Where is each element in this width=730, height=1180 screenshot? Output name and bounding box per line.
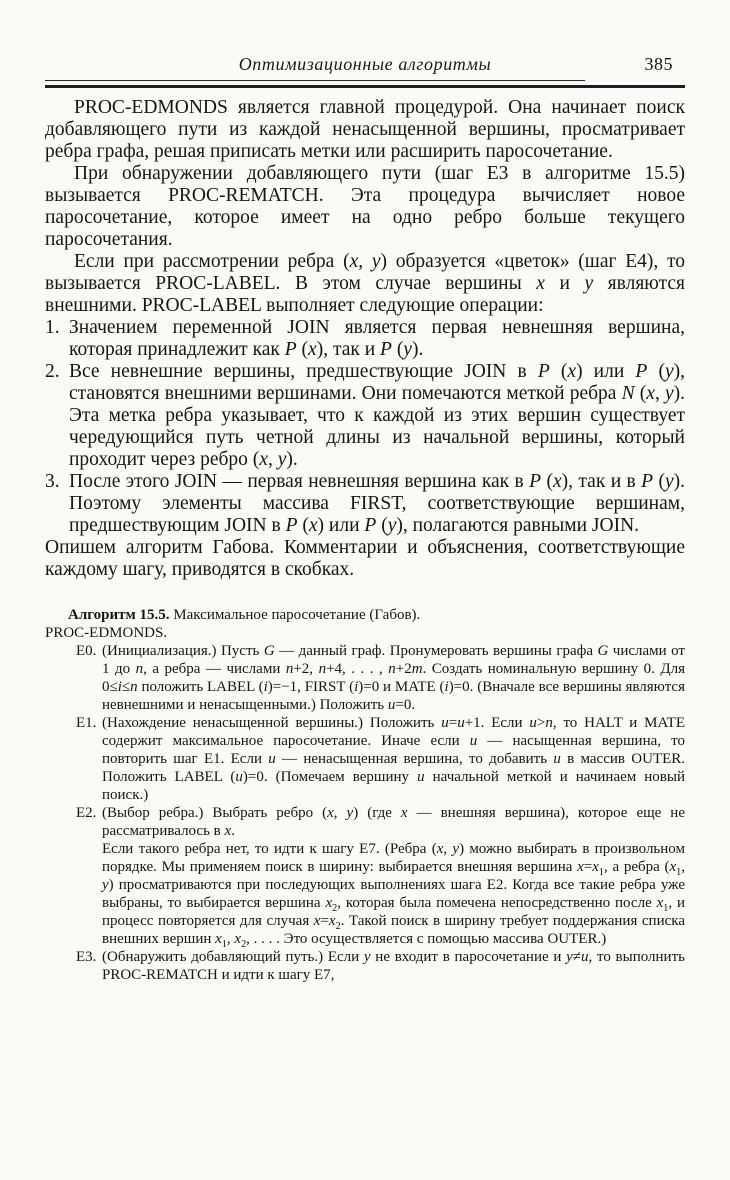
- text-paragraph: (Инициализация.) Пусть G — данный граф. Пронумеровать вершины графа G числами от 1 до n, а ребра — числами n+2, n+4, . . . , n+2m. Создать номинальную вершину 0. Для 0≤i≤n положить LABEL (i)=−1, FIRST (i)=0 и MATE (i)=0. (Вначале все вершины являются невнешними и ненасыщенными.) Положить u=0.: [102, 643, 686, 713]
- algorithm-step-e2: [45, 804, 685, 948]
- text-paragraph: Алгоритм 15.5. Максимальное паросочетание (Габов).: [68, 607, 421, 623]
- text-paragraph: (Обнаружить добавляющий путь.) Если y не входит в паросочетание и y≠u, то выполнить PROC-REMATCH и идти к шагу Е7,: [102, 949, 685, 983]
- header-rule-thin: [45, 80, 585, 81]
- text-paragraph: PROC-EDMONDS.: [45, 625, 168, 641]
- text-paragraph: Если такого ребра нет, то идти к шагу Е7. (Ребра (x, y) можно выбирать в произвольном порядке. Мы применяем поиск в ширину: выбирается внешняя вершина $x=x_1$, а ребра ($x_1$, y) просматриваются при последующих выполнениях шага Е2. Когда все такие ребра уже выбраны, то выбирается вершина $x_2$, которая была помечена непосредственно после $x_1$, и процесс повторяется для случая $x=x_2$. Такой поиск в ширину требует поддержания списка внешних вершин $x_1$, $x_2$, . . . . Это осуществляется с помощью массива OUTER.): [102, 841, 685, 950]
- header-rule-thick: [45, 85, 685, 88]
- text-paragraph: (Выбор ребра.) Выбрать ребро (x, y) (где x — внешняя вершина), которое еще не рассматривалось в x.: [102, 805, 685, 839]
- step-label: Е3.: [76, 949, 97, 965]
- algorithm-step-e0: [45, 642, 685, 714]
- list-marker: 3.: [45, 471, 60, 492]
- text-paragraph: PROC-EDMONDS является главной процедурой. Она начинает поиск добавляющего пути из каждой ненасыщенной вершины, просматривает ребра графа, решая приписать метки или расширить паросочетание.: [45, 97, 685, 162]
- list-marker: 1.: [45, 317, 60, 338]
- text-paragraph: (Нахождение ненасыщенной вершины.) Положить u=u+1. Если u>n, то HALT и MATE содержит максимальное паросочетание. Иначе если u — насыщенная вершина, то повторить шаг Е1. Если u — ненасыщенная вершина, то добавить u в массив OUTER. Положить LABEL (u)=0. (Помечаем вершину u начальной меткой и начинаем новый поиск.): [102, 715, 685, 803]
- page-header-title: Оптимизационные алгоритмы: [238, 54, 492, 74]
- paragraph-proc-edmonds: [45, 97, 685, 163]
- list-marker: 2.: [45, 361, 60, 382]
- page-body: [45, 97, 685, 984]
- running-head: [45, 54, 685, 77]
- algorithm-step-e3: [45, 948, 685, 984]
- algorithm-title: [45, 606, 685, 624]
- step-label: Е0.: [76, 643, 97, 659]
- text-paragraph: Значением переменной JOIN является первая невнешняя вершина, которая принадлежит как P (x), так и P (y).: [69, 317, 685, 360]
- algorithm-step-e1: [45, 714, 685, 804]
- text-paragraph: Если при рассмотрении ребра (x, y) образуется «цветок» (шаг Е4), то вызывается PROC-LABEL. В этом случае вершины x и y являются внешними. PROC-LABEL выполняет следующие операции:: [45, 251, 686, 316]
- step-label: Е1.: [76, 715, 97, 731]
- paragraph-proc-label: [45, 251, 685, 317]
- algorithm-proc-name: [45, 624, 685, 642]
- list-item-2: [45, 361, 685, 471]
- list-item-1: [45, 317, 685, 361]
- text-paragraph: После этого JOIN — первая невнешняя вершина как в P (x), так и в P (y). Поэтому элементы массива FIRST, соответствующие вершинам, предшествующим JOIN в P (x) или P (y), полагаются равными JOIN.: [69, 471, 686, 536]
- text-paragraph: Опишем алгоритм Габова. Комментарии и объяснения, соответствующие каждому шагу, приводятся в скобках.: [45, 537, 685, 580]
- list-item-3: [45, 471, 685, 537]
- text-paragraph: При обнаружении добавляющего пути (шаг Е3 в алгоритме 15.5) вызывается PROC-REMATCH. Эта процедура вычисляет новое паросочетание, которое имеет на одно ребро больше текущего паросочетания.: [45, 163, 685, 250]
- page-number: 385: [644, 54, 673, 74]
- paragraph-proc-rematch: [45, 163, 685, 251]
- paragraph-gabow-intro: [45, 537, 685, 581]
- text-paragraph: Все невнешние вершины, предшествующие JOIN в P (x) или P (y), становятся внешними вершинами. Они помечаются меткой ребра N (x, y). Эта метка ребра указывает, что к каждой из этих вершин существует чередующийся путь четной длины из начальной вершины, который проходит через ребро (x, y).: [69, 361, 686, 470]
- step-label: Е2.: [76, 805, 97, 821]
